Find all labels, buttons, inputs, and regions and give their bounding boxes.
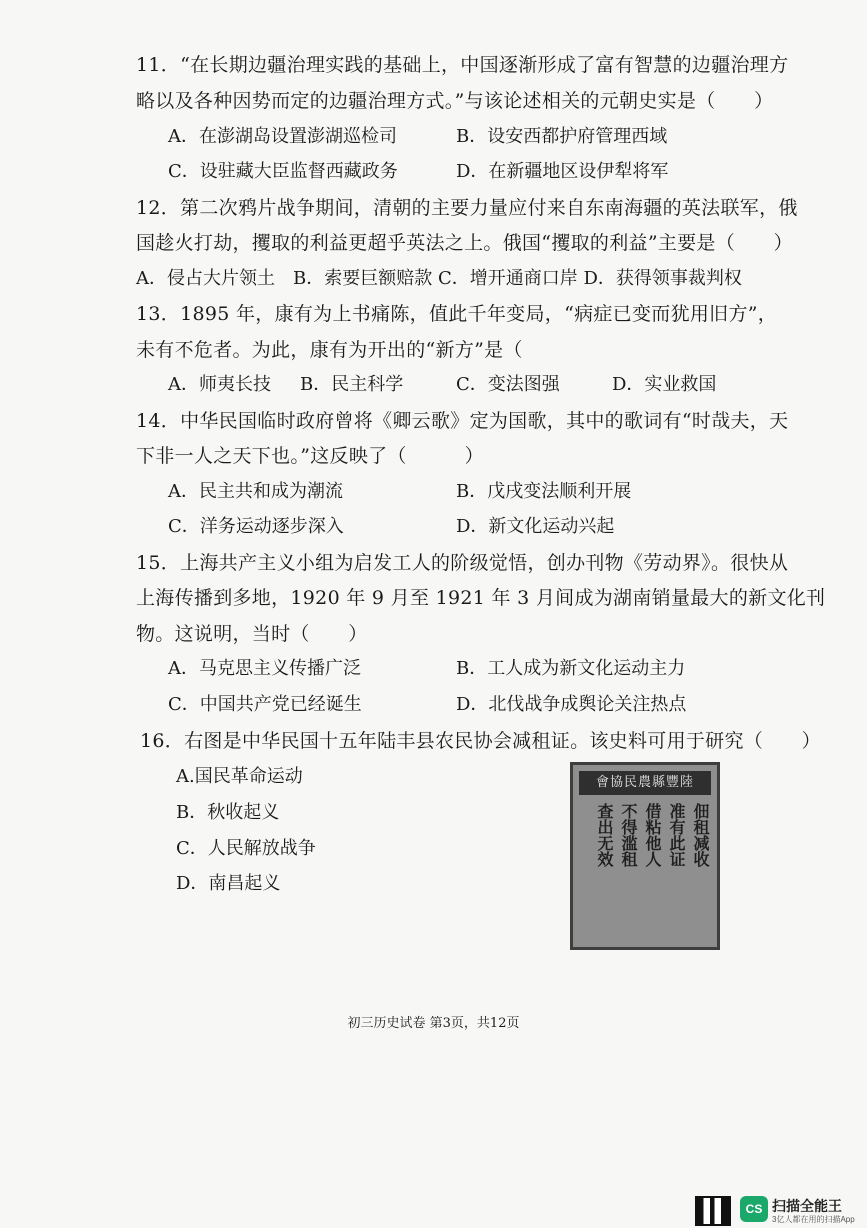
certificate-column-5: 查出无效	[595, 803, 614, 867]
q12-line-2: 国趁火打劫，攫取的利益更超乎英法之上。俄国“攫取的利益”主要是（ ）	[136, 232, 793, 254]
q15-line-1: 15．上海共产主义小组为启发工人的阶级觉悟，创办刊物《劳动界》。很快从	[136, 552, 789, 574]
q13-line-1: 13．1895 年，康有为上书痛陈，值此千年变局，“病症已变而犹用旧方”，	[136, 303, 778, 325]
q12-line-1: 12．第二次鸦片战争期间，清朝的主要力量应付来自东南海疆的英法联军，俄	[136, 197, 798, 219]
q15-line-3: 物。这说明，当时（ ）	[136, 623, 368, 645]
q13-option-a: A．师夷长技	[168, 374, 271, 395]
q14-line-1: 14．中华民国临时政府曾将《卿云歌》定为国歌，其中的歌词有“时哉夫，天	[136, 410, 789, 432]
q16-option-a: A.国民革命运动	[176, 766, 303, 787]
certificate-column-4: 不得滥租	[619, 803, 638, 867]
q16-option-c: C．人民解放战争	[176, 838, 316, 859]
q13-option-b: B．民主科学	[300, 374, 404, 395]
q16-option-b: B．秋收起义	[176, 802, 280, 823]
q15-option-a: A．马克思主义传播广泛	[168, 658, 361, 679]
q16-line-1: 16．右图是中华民国十五年陆丰县农民协会减租证。该史料可用于研究（ ）	[140, 730, 821, 752]
q11-option-b: B．设安西都护府管理西域	[456, 126, 668, 147]
q16-option-d: D．南昌起义	[176, 873, 281, 894]
watermark-name: 扫描全能王	[772, 1198, 842, 1214]
q11-line-1: 11．“在长期边疆治理实践的基础上，中国逐渐形成了富有智慧的边疆治理方	[136, 54, 789, 76]
q14-option-b: B．戊戌变法顺利开展	[456, 481, 632, 502]
q13-option-d: D．实业救国	[612, 374, 717, 395]
q15-option-b: B．工人成为新文化运动主力	[456, 658, 686, 679]
certificate-column-3: 借粘他人	[643, 803, 662, 867]
certificate-column-1: 佃租减收	[691, 803, 710, 867]
q14-line-2: 下非一人之天下也。”这反映了（ ）	[136, 445, 484, 467]
q11-option-a: A．在澎湖岛设置澎湖巡检司	[168, 126, 397, 147]
q15-option-d: D．北伐战争成舆论关注热点	[456, 694, 687, 715]
q15-option-c: C．中国共产党已经诞生	[168, 694, 362, 715]
q11-line-2: 略以及各种因势而定的边疆治理方式。”与该论述相关的元朝史实是（ ）	[136, 90, 774, 112]
q14-option-c: C．洋务运动逐步深入	[168, 516, 344, 537]
rent-reduction-certificate-image	[570, 762, 720, 950]
certificate-column-2: 准有此证	[667, 803, 686, 867]
certificate-header: 會協民農縣豐陸	[579, 771, 711, 795]
q14-option-d: D．新文化运动兴起	[456, 516, 615, 537]
qr-code-icon	[695, 1196, 731, 1226]
q11-option-d: D．在新疆地区设伊犁将军	[456, 161, 669, 182]
watermark-subtitle: 3亿人都在用的扫描App	[772, 1215, 855, 1224]
q13-line-2: 未有不危者。为此，康有为开出的“新方”是（	[136, 339, 523, 361]
camscanner-logo: CS	[740, 1196, 768, 1222]
q11-option-c: C．设驻藏大臣监督西藏政务	[168, 161, 398, 182]
page-footer: 初三历史试卷 第3页，共12页	[347, 1016, 520, 1031]
q13-option-c: C．变法图强	[456, 374, 560, 395]
q12-options: A．侵占大片领土 B．索要巨额赔款 C．增开通商口岸 D．获得领事裁判权	[136, 268, 742, 289]
q15-line-2: 上海传播到多地，1920 年 9 月至 1921 年 3 月间成为湖南销量最大的新文化刊	[136, 587, 826, 609]
q14-option-a: A．民主共和成为潮流	[168, 481, 343, 502]
